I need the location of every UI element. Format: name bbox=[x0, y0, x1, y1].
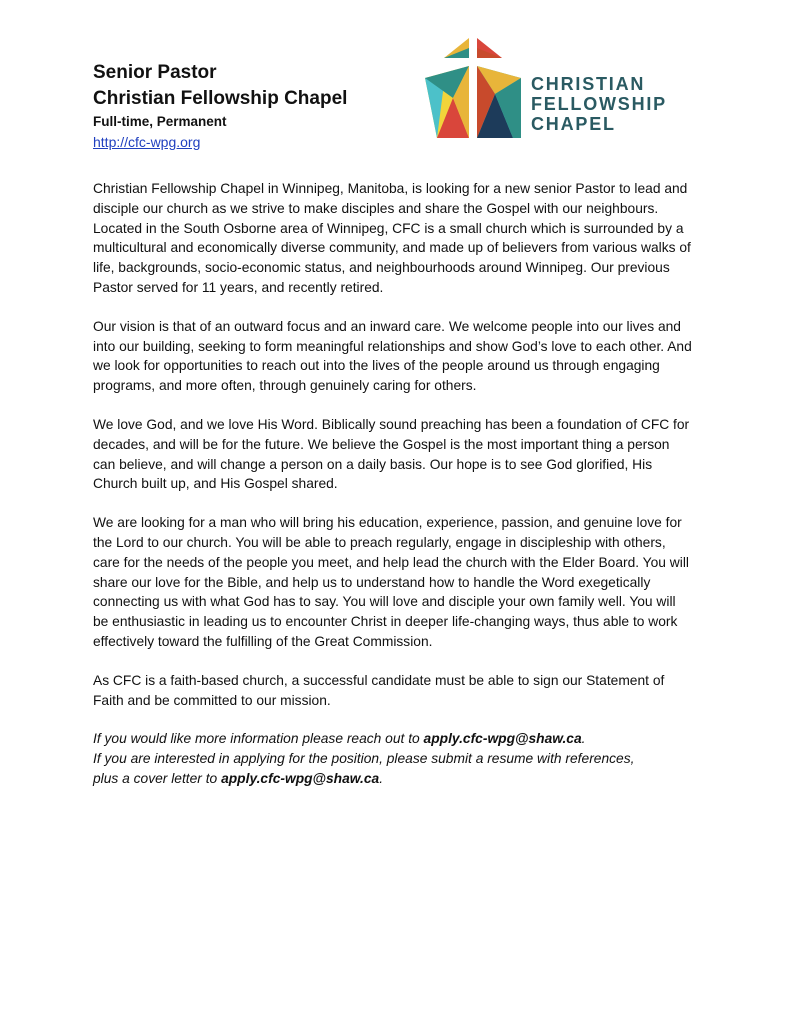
contact-email[interactable]: apply.cfc-wpg@shaw.ca bbox=[423, 731, 582, 747]
faith-requirement-paragraph: As CFC is a faith-based church, a successful candidate must be able to sign our Statement of Faith and be committed to our mission. bbox=[93, 672, 665, 708]
logo-line-3: CHAPEL bbox=[531, 114, 616, 134]
application-email[interactable]: apply.cfc-wpg@shaw.ca bbox=[221, 770, 380, 786]
logo-line-1: CHRISTIAN bbox=[531, 74, 646, 94]
logo-line-2: FELLOWSHIP bbox=[531, 94, 667, 114]
candidate-paragraph: We are looking for a man who will bring his education, experience, passion, and genuine love for the Lord to our church. You will be able to preach regularly, engage in discipleship with others, care for the needs of the people you meet, and help lead the church with the Elder Board. You will share our love for the Bible, and help us to understand how to handle the Word exegetically connecting us with what God has to say. You will love and disciple your own family well. You will be enthusiastic in leading us to encounter Christ in deeper life-changing ways, thus able to work effectively toward the fulfilling of the Great Commission. bbox=[93, 515, 689, 649]
job-title: Senior Pastor bbox=[93, 62, 217, 83]
contact-line-3: plus a cover letter to apply.cfc-wpg@shaw.ca. bbox=[93, 770, 384, 786]
document-body bbox=[93, 179, 693, 789]
logo-wordmark bbox=[531, 74, 667, 134]
beliefs-paragraph: We love God, and we love His Word. Biblically sound preaching has been a foundation of CFC for decades, and will be for the future. We believe the Gospel is the most important thing a person can believe, and will change a person on a daily basis. Our hope is to see God glorified, His Church built up, and His Gospel shared. bbox=[93, 416, 690, 492]
organization-name: Christian Fellowship Chapel bbox=[93, 88, 348, 109]
contact-line-1: If you would like more information please reach out to apply.cfc-wpg@shaw.ca. bbox=[93, 731, 586, 747]
header-block bbox=[93, 60, 347, 152]
website-link[interactable]: http://cfc-wpg.org bbox=[93, 134, 201, 150]
employment-type: Full-time, Permanent bbox=[93, 114, 227, 129]
contact-line-2: If you are interested in applying for the position, please submit a resume with references, bbox=[93, 751, 635, 767]
vision-paragraph: Our vision is that of an outward focus and an inward care. We welcome people into our lives and into our building, seeking to form meaningful relationships and show God’s love to each other. And we look for opportunities to reach out into the lives of the people around us through engaging programs, and more often, through genuinely caring for others. bbox=[93, 318, 692, 394]
intro-paragraph: Christian Fellowship Chapel in Winnipeg, Manitoba, is looking for a new senior Pastor to lead and disciple our church as we strive to make disciples and share the Gospel with our neighbours. Located in the South Osborne area of Winnipeg, CFC is a small church which is surrounded by a multicultural and economically diverse community, and made up of believers from various walks of life, backgrounds, socio-economic status, and neighbourhoods around Winnipeg. Our previous Pastor served for 11 years, and recently retired. bbox=[93, 181, 691, 295]
